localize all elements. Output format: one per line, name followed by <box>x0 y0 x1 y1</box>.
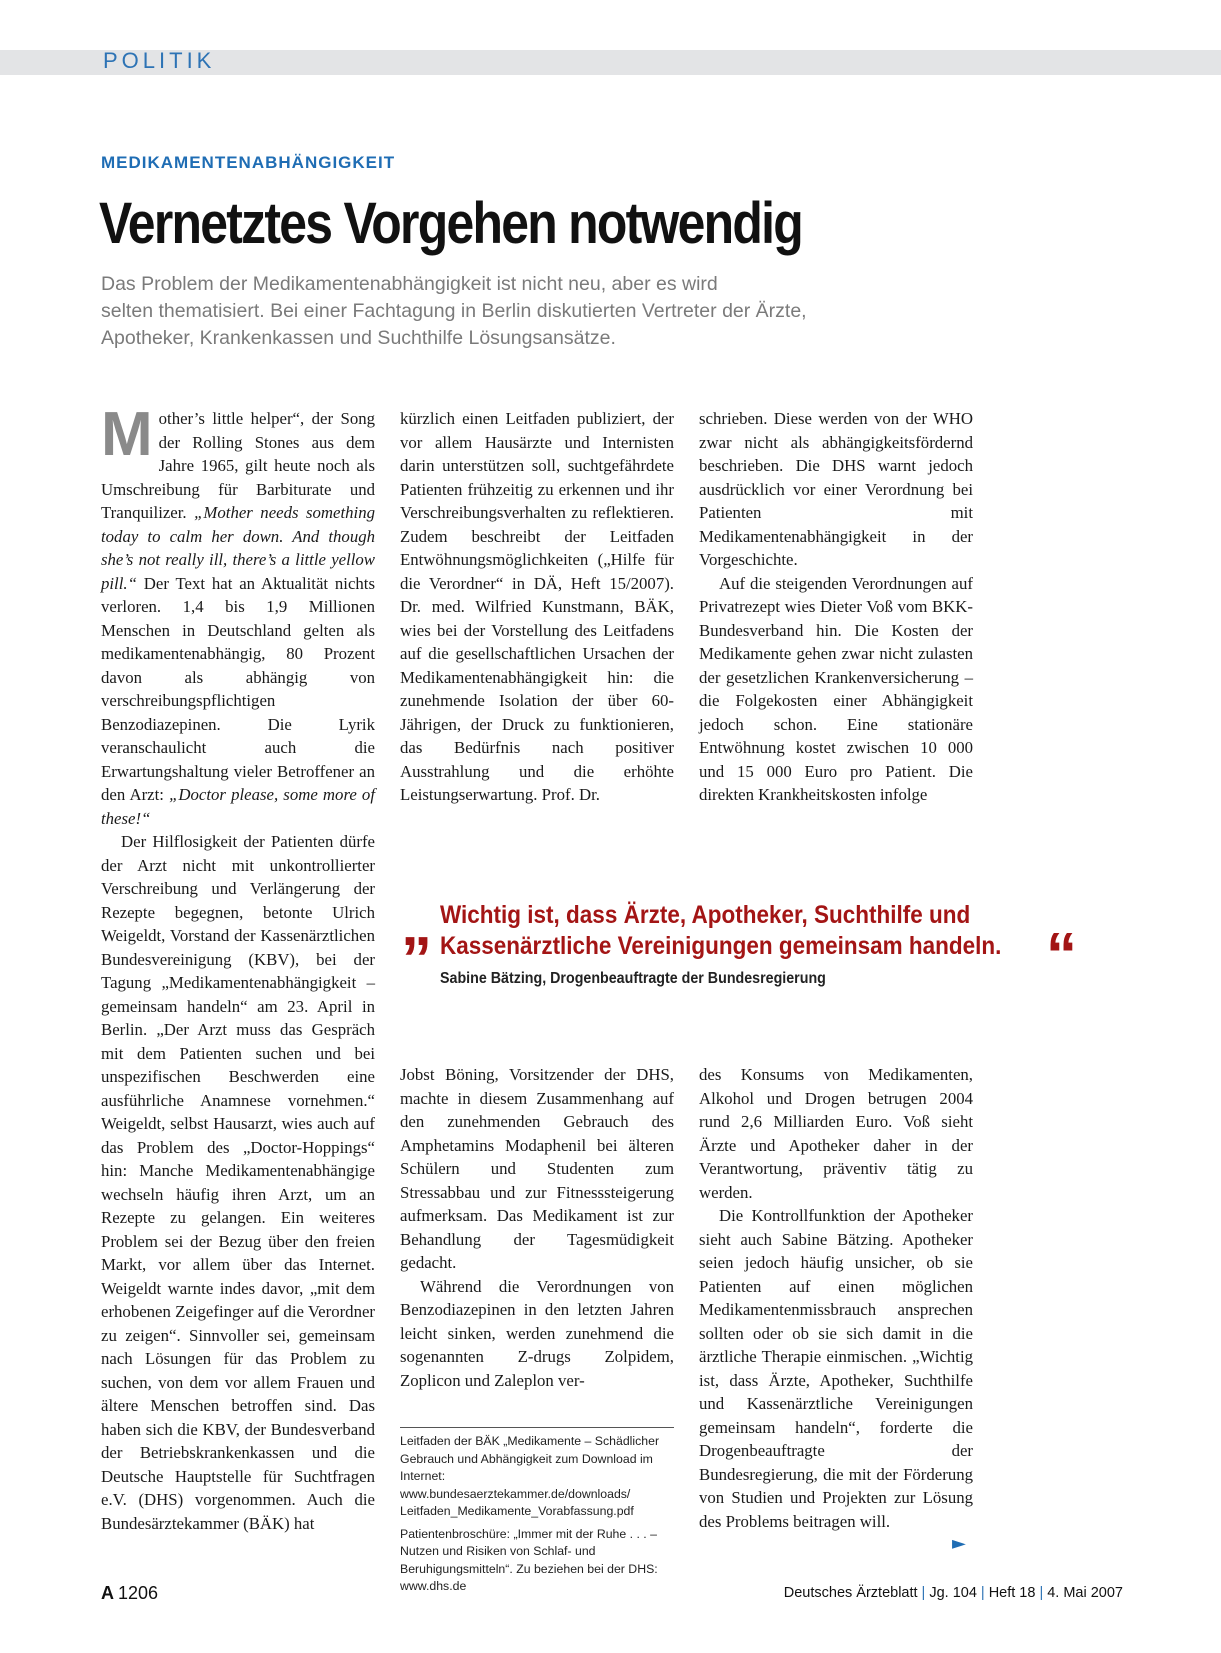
song-quote: „Mother needs something today to calm her down. And though she’s not really ill, there’s a little yellow pill.“ <box>101 503 375 593</box>
journal-info <box>784 1585 1123 1601</box>
body-text: other’s little helper“, der Song der Rolling Stones aus dem Jahre 1965, gilt heute noch als Umschreibung für Barbiturate und Tranquilizer. <box>101 409 375 522</box>
body-column-2-top <box>400 407 674 807</box>
body-paragraph: Jobst Böning, Vorsitzender der DHS, machte in diesem Zusammenhang auf den zunehmenden Gebrauch des Amphetamins Modaphenil bei älteren Schülern und Studenten zum Stressabbau und zur Fitnesssteigerung aufmerksam. Das Medikament ist zur Behandlung der Tagesmüdigkeit gedacht. <box>400 1065 674 1272</box>
footnote-divider <box>400 1427 674 1428</box>
separator: | <box>921 1585 926 1601</box>
journal-date: 4. Mai 2007 <box>1047 1585 1123 1601</box>
journal-volume: Jg. 104 <box>929 1585 977 1601</box>
article-lead <box>101 271 961 352</box>
pull-quote <box>440 900 1016 962</box>
article-kicker: MEDIKAMENTENABHÄNGIGKEIT <box>101 153 396 172</box>
body-column-1 <box>101 400 375 1535</box>
footnote: Leitfaden der BÄK „Medikamente – Schädlicher Gebrauch und Abhängigkeit zum Download im Internet: www.bundesaerztekammer.de/downloads/ Leitfaden_Medikamente_Vorabfassung.pdf <box>400 1434 660 1518</box>
quote-open-mark: „ <box>401 890 432 959</box>
body-paragraph: Während die Verordnungen von Benzodiazepinen in den letzten Jahren leicht sinken, werden zunehmend die sogenannten Z-drugs Zolpidem, Zoplicon und Zaleplon ver- <box>400 1276 674 1390</box>
quote-close-mark: “ <box>1046 921 1077 990</box>
song-quote: „Doctor please, some more of these!“ <box>101 785 375 828</box>
footnote: Patientenbroschüre: „Immer mit der Ruhe . . . – Nutzen und Risiken von Schlaf- und Beruhigungsmitteln“. Zu beziehen bei der DHS: www.dhs.de <box>400 1526 658 1593</box>
footnotes <box>400 1433 674 1601</box>
body-paragraph: Die Kontrollfunktion der Apotheker sieht auch Sabine Bätzing. Apotheker seien jedoch häufig unsicher, ob sie Patienten auf einen möglichen Medikamentenmissbrauch ansprechen sollten oder ob sie sich damit in die ärztliche Therapie einmischen. „Wichtig ist, dass Ärzte, Apotheker, Suchthilfe und Kassenärztliche Vereinigungen gemeinsam handeln“, forderte die Drogenbeauftragte der Bundesregierung, die mit der Förderung von Studien und Projekten zur Lösung des Problems beitragen will. <box>699 1206 973 1531</box>
body-column-2-bottom <box>400 1063 674 1392</box>
lead-line: selten thematisiert. Bei einer Fachtagung in Berlin diskutierten Vertreter der Ärzte, <box>101 300 807 322</box>
body-paragraph: Auf die steigenden Verordnungen auf Privatrezept wies Dieter Voß vom BKK-Bundesverband hin. Die Kosten der Medikamente gehen zwar nicht zulasten der gesetzlichen Krankenversicherung – die Folgekosten einer Abhängigkeit jedoch schon. Eine stationäre Entwöhnung kostet zwischen 10 000 und 15 000 Euro pro Patient. Die direkten Krankheitskosten infolge <box>699 573 973 804</box>
body-paragraph <box>101 400 375 830</box>
body-column-3-top <box>699 407 973 807</box>
separator: | <box>980 1585 985 1601</box>
journal-name: Deutsches Ärzteblatt <box>783 1585 918 1601</box>
end-arrow-icon: ► <box>952 1533 966 1554</box>
body-paragraph: kürzlich einen Leitfaden publiziert, der vor allem Hausärzte und Internisten darin unterstützen soll, suchtgefährdete Patienten frühzeitig zu erkennen und ihr Verschreibungsverhalten zu reflektieren. Zudem beschreibt der Leitfaden Entwöhnungsmöglichkeiten („Hilfe für die Verordner“ in DÄ, Heft 15/2007). Dr. med. Wilfried Kunstmann, BÄK, wies bei der Vorstellung des Leitfadens auf die gesellschaftlichen Ursachen der Medikamentenabhängigkeit hin: die zunehmende Isolation der über 60-Jährigen, der Druck zu funktionieren, das Bedürfnis nach positiver Ausstrahlung und die erhöhte Leistungserwartung. Prof. Dr. <box>400 409 674 804</box>
pull-quote-source: Sabine Bätzing, Drogenbeauftragte der Bundesregierung <box>440 970 826 987</box>
article-headline: Vernetztes Vorgehen notwendig <box>99 191 803 256</box>
dropcap: M <box>101 400 153 469</box>
journal-issue: Heft 18 <box>988 1585 1036 1601</box>
body-paragraph: schrieben. Diese werden von der WHO zwar nicht als abhängigkeitsfördernd beschrieben. Die DHS warnt jedoch ausdrücklich vor einer Verordnung bei Patienten mit Medikamentenabhängigkeit in der Vorgeschichte. <box>699 409 973 569</box>
lead-line: Apotheker, Krankenkassen und Suchthilfe Lösungsansätze. <box>101 327 616 349</box>
pull-quote-line: Wichtig ist, dass Ärzte, Apotheker, Suchthilfe und <box>440 901 971 929</box>
body-text: Der Text hat an Aktualität nichts verloren. 1,4 bis 1,9 Millionen Menschen in Deutschland gelten als medikamentenabhängig, 80 Prozent davon als abhängig von verschreibungspflichtigen Benzodiazepinen. Die Lyrik veranschaulicht auch die Erwartungshaltung vieler Betroffener an den Arzt: <box>101 573 375 804</box>
body-column-3-bottom <box>699 1063 973 1533</box>
page-number <box>101 1583 158 1604</box>
body-paragraph: des Konsums von Medikamenten, Alkohol und Drogen betrugen 2004 rund 2,6 Milliarden Euro. Voß sieht Ärzte und Apotheker daher in der Verantwortung, präventiv tätig zu werden. <box>699 1065 973 1202</box>
lead-line: Das Problem der Medikamentenabhängigkeit ist nicht neu, aber es wird <box>101 273 718 295</box>
body-paragraph: Der Hilflosigkeit der Patienten dürfe der Arzt nicht mit unkontrollierter Verschreibung und Verlängerung der Rezepte begegnen, betonte Ulrich Weigeldt, Vorstand der Kassenärztlichen Bundesvereinigung (KBV), bei der Tagung „Medikamentenabhängigkeit – gemeinsam handeln“ am 23. April in Berlin. „Der Arzt muss das Gespräch mit dem Patienten suchen und bei unspezifischen Beschwerden eine ausführliche Anamnese vornehmen.“ Weigeldt, selbst Hausarzt, wies auch auf das Problem des „Doctor-Hoppings“ hin: Manche Medikamentenabhängige wechseln häufig ihren Arzt, um an Rezepte zu gelangen. Ein weiteres Problem sei der Bezug über den freien Markt, vor allem über das Internet. Weigeldt warnte indes davor, „mit dem erhobenen Zeigefinger auf die Verordner zu zeigen“. Sinnvoller sei, gemeinsam nach Lösungen für das Problem zu suchen, von dem vor allem Frauen und ältere Menschen betroffen sind. Das haben sich die KBV, der Bundesverband der Betriebskrankenkassen und die Deutsche Hauptstelle für Suchtfragen e.V. (DHS) vorgenommen. Auch die Bundesärztekammer (BÄK) hat <box>101 832 375 1533</box>
page-number-value: 1206 <box>118 1583 159 1603</box>
section-label: POLITIK <box>103 48 216 73</box>
separator: | <box>1039 1585 1044 1601</box>
pull-quote-line: Kassenärztliche Vereinigungen gemeinsam handeln. <box>440 932 1002 960</box>
page-prefix: A <box>101 1583 114 1603</box>
